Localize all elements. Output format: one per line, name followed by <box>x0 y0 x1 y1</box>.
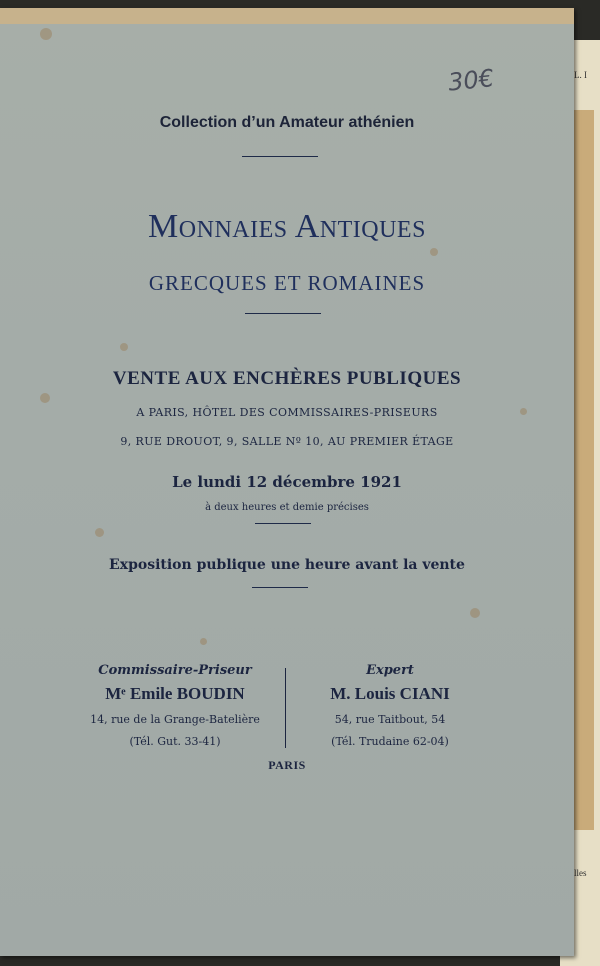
handwritten-price: 30€ <box>446 63 496 97</box>
divider-rule <box>245 313 321 314</box>
sale-date: Le lundi 12 décembre 1921 <box>172 473 402 491</box>
expert-role: Expert <box>366 663 414 678</box>
catalog-cover <box>0 8 574 956</box>
catalog-title: Monnaies Antiques <box>148 208 426 245</box>
auctioneer-block <box>60 663 290 748</box>
cover-top-band <box>0 8 574 24</box>
expert-block <box>290 663 490 748</box>
sale-venue: A PARIS, HÔTEL DES COMMISSAIRES-PRISEURS <box>136 406 438 419</box>
exposition-note: Exposition publique une heure avant la vente <box>109 557 465 573</box>
sale-time: à deux heures et demie précises <box>205 502 369 513</box>
column-divider <box>285 668 286 748</box>
expert-name: M. Louis CIANI <box>330 684 450 703</box>
auctioneer-phone: (Tél. Gut. 33-41) <box>129 735 221 748</box>
city: PARIS <box>268 758 306 772</box>
stain <box>430 248 438 256</box>
stain <box>40 393 50 403</box>
sale-address: 9, RUE DROUOT, 9, SALLE Nº 10, AU PREMIER ÉTAGE <box>120 435 454 448</box>
stain <box>95 528 104 537</box>
divider-rule <box>242 156 318 157</box>
divider-rule <box>255 523 311 524</box>
back-page-edge-text: lles <box>574 868 587 878</box>
expert-phone: (Tél. Trudaine 62-04) <box>331 735 449 748</box>
divider-rule <box>252 587 308 588</box>
expert-address: 54, rue Taitbout, 54 <box>334 713 446 726</box>
back-page-edge-text: L. I <box>574 70 587 80</box>
catalog-subtitle: GRECQUES ET ROMAINES <box>148 271 426 295</box>
auctioneer-name: Mᵉ Emile BOUDIN <box>105 684 245 703</box>
collection-heading: Collection d’un Amateur athénien <box>159 114 415 131</box>
sale-title: VENTE AUX ENCHÈRES PUBLIQUES <box>112 368 462 389</box>
back-page-strip <box>574 110 594 830</box>
auctioneer-address: 14, rue de la Grange-Batelière <box>90 713 260 726</box>
stain <box>120 343 128 351</box>
auctioneer-role: Commissaire-Priseur <box>98 663 252 678</box>
stain <box>470 608 480 618</box>
stain <box>40 28 52 40</box>
stain <box>200 638 207 645</box>
